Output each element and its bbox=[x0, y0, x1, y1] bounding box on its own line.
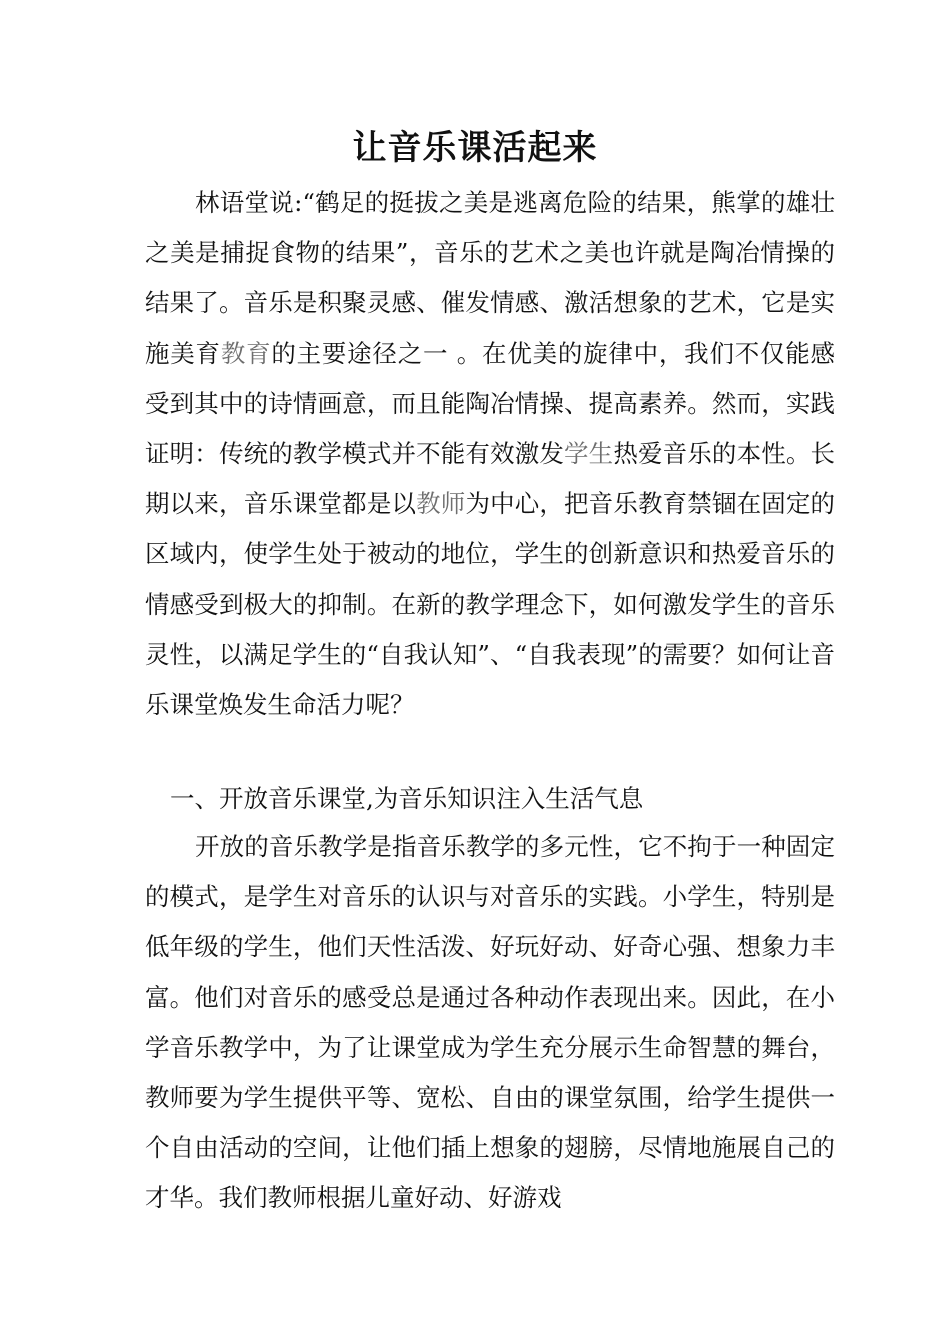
link-students[interactable]: 学生 bbox=[564, 439, 614, 469]
link-teachers[interactable]: 教师 bbox=[416, 489, 466, 519]
intro-text-part-3: 热爱音乐的本性。长期以来，音乐课堂都是以 bbox=[145, 439, 836, 519]
section-heading: 一、开放音乐课堂,为音乐知识注入生活气息 bbox=[170, 784, 644, 813]
intro-text-part-4: 为中心，把音乐教育禁锢在固定的区域内，使学生处于被动的地位，学生的创新意识和热爱音乐的情感受到极大的抑制。在新的教学理念下，如何激发学生的音乐灵性，以满足学生的“自我认知”、“自我表现”的需要？如何让音乐课堂焕发生命活力呢？ bbox=[145, 489, 836, 720]
document-title: 让音乐课活起来 bbox=[352, 128, 598, 168]
intro-paragraph bbox=[145, 178, 835, 730]
section-paragraph: 开放的音乐教学是指音乐教学的多元性，它不拘于一种固定的模式，是学生对音乐的认识与对音乐的实践。小学生，特别是低年级的学生，他们天性活泼、好玩好动、好奇心强、想象力丰富。他们对音乐的感受总是通过各种动作表现出来。因此，在小学音乐教学中，为了让课堂成为学生充分展示生命智慧的舞台，教师要为学生提供平等、宽松、自由的课堂氛围，给学生提供一个自由活动的空间，让他们插上想象的翅膀，尽情地施展自己的才华。我们教师根据儿童好动、好游戏 bbox=[145, 832, 835, 1213]
intro-text-part-2: 的主要途径之一 。在优美的旋律中，我们不仅能感受到其中的诗情画意，而且能陶冶情操、提高素养。然而，实践证明：传统的教学模式并不能有效激发 bbox=[145, 338, 836, 469]
link-education[interactable]: 教育 bbox=[220, 338, 272, 368]
intro-text-part-1: 林语堂说:“鹤足的挺拔之美是逃离危险的结果，熊掌的雄壮之美是捕捉食物的结果”，音乐的艺术之美也许就是陶冶情操的结果了。音乐是积聚灵感、催发情感、激活想象的艺术，它是实施美育 bbox=[145, 188, 835, 368]
